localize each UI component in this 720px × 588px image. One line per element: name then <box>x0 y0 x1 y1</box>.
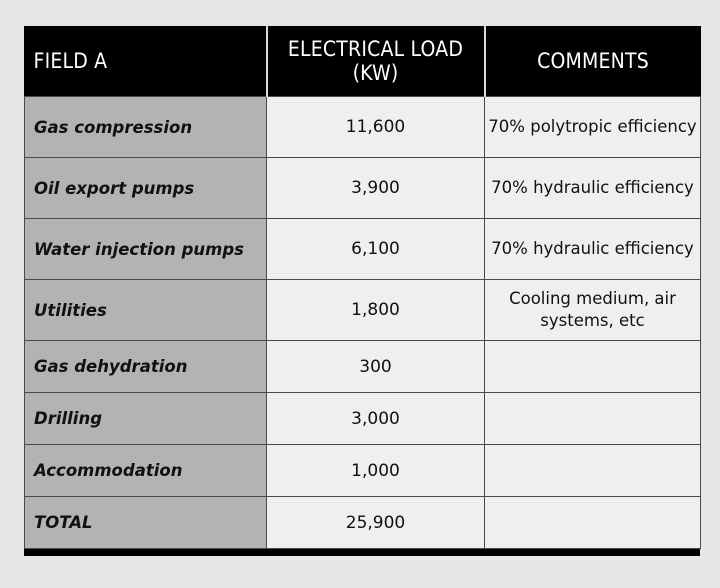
row-label: Oil export pumps <box>25 158 267 219</box>
row-label: Utilities <box>25 280 267 341</box>
row-value: 1,800 <box>267 280 485 341</box>
row-value: 300 <box>267 341 485 393</box>
row-value: 6,100 <box>267 219 485 280</box>
row-value: 3,000 <box>267 393 485 445</box>
row-comment <box>485 445 701 497</box>
row-comment: Cooling medium, air systems, etc <box>485 280 701 341</box>
table-row <box>25 445 701 497</box>
table-row-total <box>25 497 701 549</box>
row-comment <box>485 341 701 393</box>
row-label: Gas dehydration <box>25 341 267 393</box>
total-value: 25,900 <box>267 497 485 549</box>
row-comment: 70% hydraulic efficiency <box>485 158 701 219</box>
header-comments: COMMENTS <box>485 26 701 97</box>
table-row <box>25 393 701 445</box>
row-comment <box>485 393 701 445</box>
table-header <box>25 26 701 97</box>
total-label: TOTAL <box>25 497 267 549</box>
header-field: FIELD A <box>25 26 267 97</box>
table-row <box>25 97 701 158</box>
table-body <box>25 97 701 549</box>
electrical-load-table <box>24 26 701 549</box>
table-row <box>25 219 701 280</box>
electrical-load-table-container <box>24 26 700 556</box>
row-label: Water injection pumps <box>25 219 267 280</box>
header-row <box>25 26 701 97</box>
total-comment <box>485 497 701 549</box>
row-value: 11,600 <box>267 97 485 158</box>
row-label: Accommodation <box>25 445 267 497</box>
row-comment: 70% hydraulic efficiency <box>485 219 701 280</box>
table-row <box>25 280 701 341</box>
row-label: Gas compression <box>25 97 267 158</box>
row-label: Drilling <box>25 393 267 445</box>
row-value: 1,000 <box>267 445 485 497</box>
table-row <box>25 158 701 219</box>
row-comment: 70% polytropic efficiency <box>485 97 701 158</box>
row-value: 3,900 <box>267 158 485 219</box>
table-row <box>25 341 701 393</box>
header-electrical-load: ELECTRICAL LOAD (KW) <box>267 26 485 97</box>
